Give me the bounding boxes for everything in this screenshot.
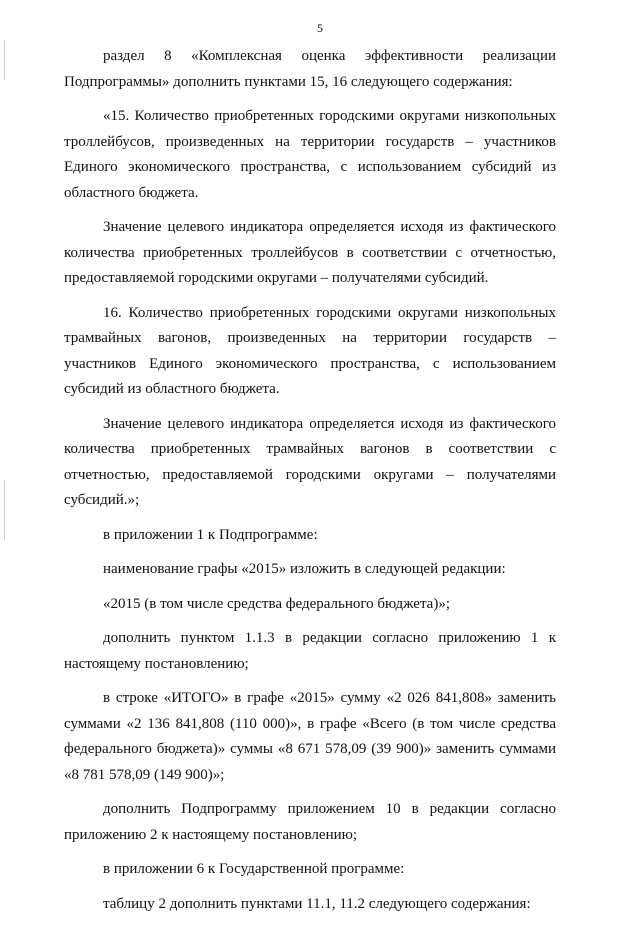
paragraph-section-8: раздел 8 «Комплексная оценка эффективности реализации Подпрограммы» дополнить пунктами 15, 16 следующего содержания: [64,48,556,90]
scan-edge-mark [4,40,5,80]
paragraph-appendix-6: в приложении 6 к Государственной программе: [103,861,405,877]
paragraph-table-2: таблицу 2 дополнить пунктами 11.1, 11.2 следующего содержания: [103,895,531,912]
paragraph-appendix-1: в приложении 1 к Подпрограмме: [103,526,318,543]
paragraph-item-15: «15. Количество приобретенных городскими округами низкопольных троллейбусов, произведенных на территории государств – участников Единого экономического пространства, с использованием субсидий из областного бюджета. [64,108,556,201]
paragraph-appendix-10: дополнить Подпрограмму приложением 10 в редакции согласно приложению 2 к настоящему постановлению; [64,801,556,843]
page-number: 5 [317,21,323,35]
paragraph-column-name: наименование графы «2015» изложить в следующей редакции: [103,561,506,577]
paragraph-indicator-tram: Значение целевого индикатора определяется исходя из фактического количества приобретенных трамвайных вагонов в соответствии с отчетностью, предоставляемой городскими округами – получателями субсидий.»; [64,415,556,508]
document-body [64,44,556,926]
paragraph-column-2015: «2015 (в том числе средства федерального бюджета)»; [103,595,450,612]
paragraph-item-1-1-3: дополнить пунктом 1.1.3 в редакции согласно приложению 1 к настоящему постановлению; [64,630,556,672]
scan-edge-mark [4,480,5,540]
paragraph-total-row: в строке «ИТОГО» в графе «2015» сумму «2 026 841,808» заменить суммами «2 136 841,808 (110 000)», в графе «Всего (в том числе средства федерального бюджета)» суммы «8 671 578,09 (39 900)» заменить суммами «8 781 578,09 (149 900)»; [64,690,556,783]
paragraph-indicator-trolleybus: Значение целевого индикатора определяется исходя из фактического количества приобретенных троллейбусов в соответствии с отчетностью, предоставляемой городскими округами – получателями субсидий. [64,219,556,286]
paragraph-item-16: 16. Количество приобретенных городскими округами низкопольных трамвайных вагонов, произведенных на территории государств – участников Единого экономического пространства, с использованием субсидий из областного бюджета. [64,304,556,397]
